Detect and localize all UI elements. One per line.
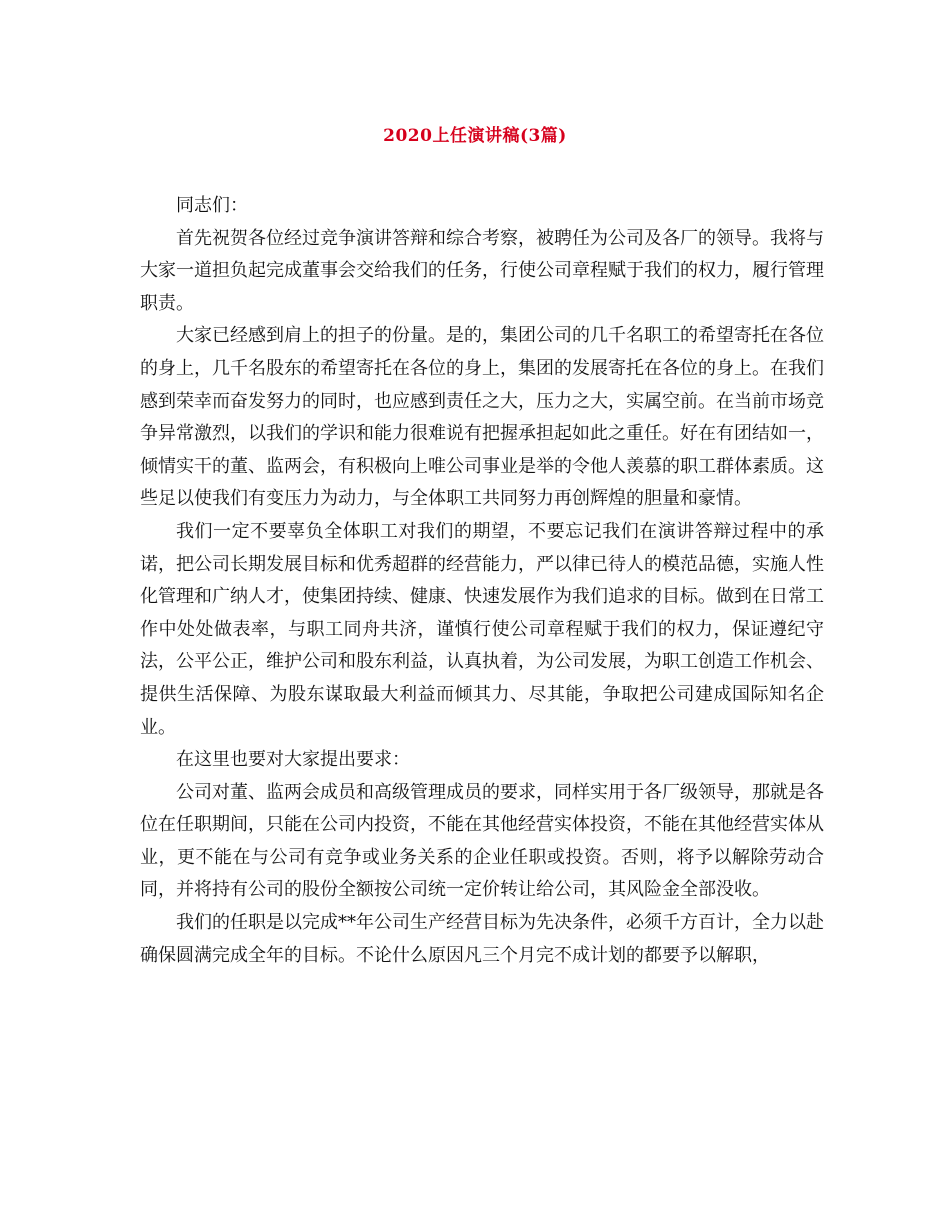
- paragraph: 首先祝贺各位经过竞争演讲答辩和综合考察，被聘任为公司及各厂的领导。我将与大家一道担负起完成董事会交给我们的任务，行使公司章程赋于我们的权力，履行管理职责。: [140, 227, 824, 314]
- paragraph-salutation: 同志们：: [176, 195, 248, 216]
- paragraph: 公司对董、监两会成员和高级管理成员的要求，同样实用于各厂级领导，那就是各位在任职期间，只能在公司内投资，不能在其他经营实体投资，不能在其他经营实体从业，更不能在与公司有竞争或业务关系的企业任职或投资。否则，将予以解除劳动合同，并将持有公司的股份全额按公司统一定价转让给公司，其风险金全部没收。: [140, 781, 824, 901]
- paragraph: 我们的任职是以完成**年公司生产经营目标为先决条件，必须千方百计，全力以赴确保圆满完成全年的目标。不论什么原因凡三个月完不成计划的都要予以解职，: [140, 912, 824, 966]
- paragraph: 在这里也要对大家提出要求：: [176, 749, 410, 771]
- paragraph: 大家已经感到肩上的担子的份量。是的，集团公司的几千名职工的希望寄托在各位的身上，几千名股东的希望寄托在各位的身上，集团的发展寄托在各位的身上。在我们感到荣幸而奋发努力的同时，也应感到责任之大，压力之大，实属空前。在当前市场竞争异常激烈，以我们的学识和能力很难说有把握承担起如此之重任。好在有团结如一，倾情实干的董、监两会，有积极向上唯公司事业是举的令他人羡慕的职工群体素质。这些足以使我们有变压力为动力，与全体职工共同努力再创辉煌的胆量和豪情。: [140, 325, 824, 510]
- document-body: [140, 190, 824, 972]
- document-title: 2020上任演讲稿(3篇): [383, 126, 567, 146]
- paragraph: 我们一定不要辜负全体职工对我们的期望，不要忘记我们在演讲答辩过程中的承诺，把公司长期发展目标和优秀超群的经营能力，严以律已待人的模范品德，实施人性化管理和广纳人才，使集团持续、健康、快速发展作为我们追求的目标。做到在日常工作中处处做表率，与职工同舟共济，谨慎行使公司章程赋于我们的权力，保证遵纪守法，公平公正，维护公司和股东利益，认真执着，为公司发展，为职工创造工作机会、提供生活保障、为股东谋取最大利益而倾其力、尽其能，争取把公司建成国际知名企业。: [140, 520, 824, 738]
